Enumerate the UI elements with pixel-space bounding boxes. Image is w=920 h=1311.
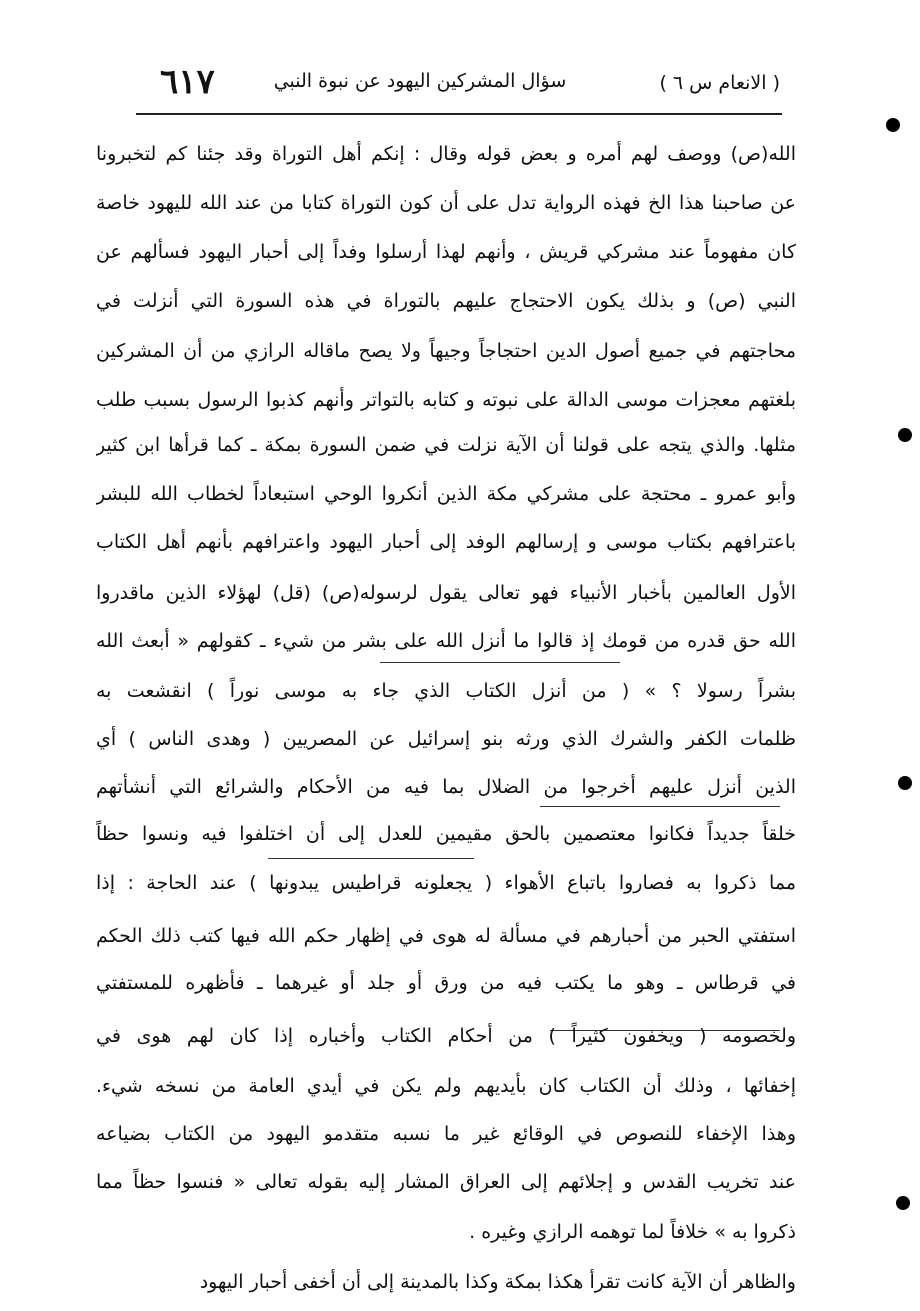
quote-underline <box>540 806 780 807</box>
text-line: الله(ص) ووصف لهم أمره و بعض قوله وقال : إنكم أهل التوراة وقد جئنا كم لتخبرونا <box>96 143 796 165</box>
text-line: بشراً رسولا ؟ » ( من أنزل الكتاب الذي جاء به موسى نوراً ) انقشعت به <box>96 680 796 702</box>
text-line: وهذا الإخفاء للنصوص في الوقائع غير ما نسبه متقدمو اليهود من الكتاب بضياعه <box>96 1123 796 1145</box>
binding-hole-mark <box>898 776 912 790</box>
text-line: إخفائها ، وذلك أن الكتاب كان بأيديهم ولم يكن في أيدي العامة من نسخه شيء. <box>96 1075 796 1097</box>
text-line: عند تخريب القدس و إجلائهم إلى العراق المشار إليه بقوله تعالى « فنسوا حظاً مما <box>96 1171 796 1193</box>
text-line: عن صاحبنا هذا الخ فهذه الرواية تدل على أن كون التوراة كتابا من عند الله لليهود خاصة <box>96 192 796 214</box>
running-title: سؤال المشركين اليهود عن نبوة النبي <box>273 70 567 92</box>
text-line: بلغتهم معجزات موسى الدالة على نبوته و كتابه بالتواتر وأنهم كذبوا الرسول بسبب طلب <box>96 389 796 411</box>
text-line: في قرطاس ـ وهو ما يكتب فيه من ورق أو جلد أو غيرهما ـ فأظهره للمستفتي <box>96 972 796 994</box>
text-line: مما ذكروا به فصاروا باتباع الأهواء ( يجعلونه قراطيس يبدونها ) عند الحاجة : إذا <box>96 872 796 894</box>
text-line: استفتي الحبر من أحبارهم في مسألة له هوى في إظهار حكم الله فيها كتب ذلك الحكم <box>96 925 796 947</box>
text-line: خلقاً جديداً فكانوا معتصمين بالحق مقيمين للعدل إلى أن اختلفوا فيه ونسوا حظاً <box>96 823 796 845</box>
text-line: كان مفهوماً عند مشركي قريش ، وأنهم لهذا أرسلوا وفداً إلى أحبار اليهود فسألهم عن <box>96 241 796 263</box>
binding-hole-mark <box>898 428 912 442</box>
binding-hole-mark <box>896 1196 910 1210</box>
text-line: محاجتهم في جميع أصول الدين احتجاجاً وجيهاً ولا يصح ماقاله الرازي من أن المشركين <box>96 340 796 362</box>
binding-hole-mark <box>886 118 900 132</box>
text-line: والظاهر أن الآية كانت تقرأ هكذا بمكة وكذا بالمدينة إلى أن أخفى أحبار اليهود <box>199 1271 796 1293</box>
text-line: مثلها. والذي يتجه على قولنا أن الآية نزلت في ضمن السورة بمكة ـ كما قرأها ابن كثير <box>96 434 796 456</box>
page-number: ٦١٧ <box>160 62 215 102</box>
text-line: وأبو عمرو ـ محتجة على مشركي مكة الذين أنكروا الوحي استبعاداً لخطاب الله للبشر <box>96 483 796 505</box>
quote-underline <box>268 858 474 859</box>
text-line: الذين أنزل عليهم أخرجوا من الضلال بما فيه من الأحكام والشرائع التي أنشأتهم <box>96 776 796 798</box>
quote-underline <box>380 662 620 663</box>
text-line: الله حق قدره من قومك إذ قالوا ما أنزل الله على بشر من شيء ـ كقولهم « أبعث الله <box>96 630 796 652</box>
text-line: الأول العالمين بأخبار الأنبياء فهو تعالى يقول لرسوله(ص) (قل) لهؤلاء الذين ماقدروا <box>96 582 796 604</box>
page-header <box>100 58 780 108</box>
text-line: باعترافهم بكتاب موسى و إرسالهم الوفد إلى أحبار اليهود واعترافهم بأنهم أهل الكتاب <box>96 531 796 553</box>
chapter-reference: ( الانعام س ٦ ) <box>659 72 780 94</box>
header-rule <box>136 113 782 115</box>
text-line: ولخصومه ( ويخفون كثيراً ) من أحكام الكتاب وأخباره إذا كان لهم هوى في <box>96 1025 796 1047</box>
text-line: ذكروا به » خلافاً لما توهمه الرازي وغيره . <box>469 1221 796 1243</box>
text-line: ظلمات الكفر والشرك الذي ورثه بنو إسرائيل عن المصريين ( وهدى الناس ) أي <box>96 728 796 750</box>
text-line: النبي (ص) و بذلك يكون الاحتجاج عليهم بالتوراة في هذه السورة التي أنزلت في <box>96 290 796 312</box>
